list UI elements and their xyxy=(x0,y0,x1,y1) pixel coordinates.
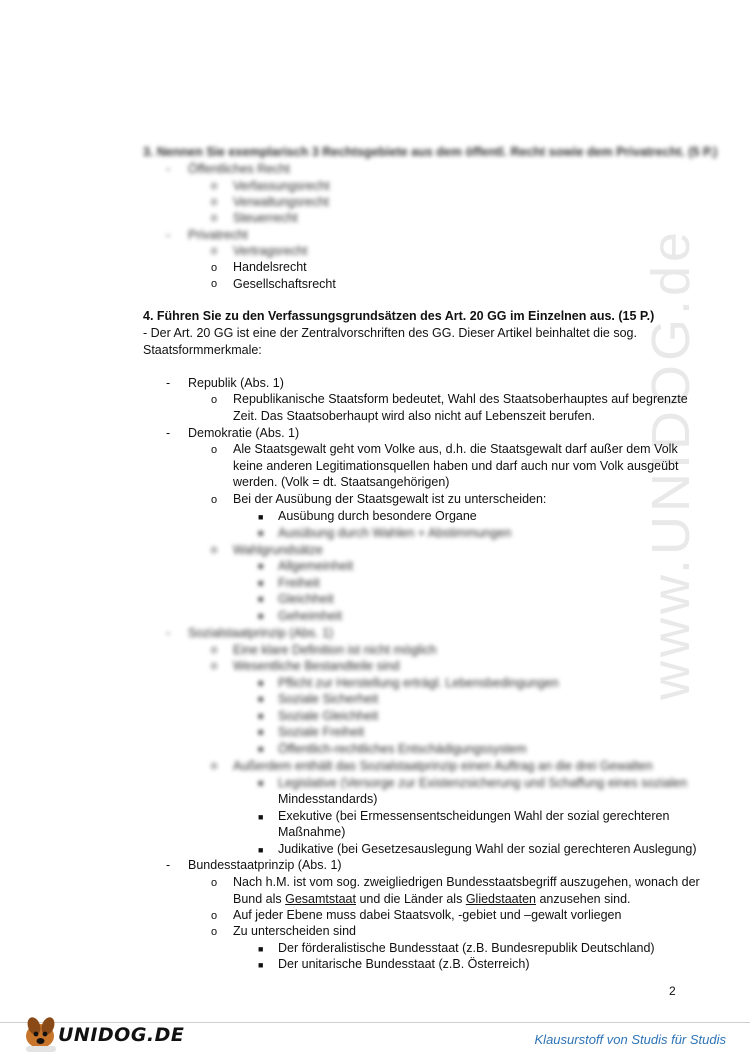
demokratie-subitem: Ausübung durch besondere Organe xyxy=(278,509,477,523)
sozial-text: Außerdem enthält das Sozialstaatprinzip einen Auftrag an die drei Gewalten xyxy=(233,759,653,773)
square-bullet: ■ xyxy=(258,528,264,538)
q3-private-item: Gesellschaftsrecht xyxy=(233,277,336,291)
watermark: www.UNIDOG.de xyxy=(641,227,701,700)
square-bullet: ■ xyxy=(258,845,264,855)
sozial-subitem: Legislative (Versorge zur Existenzsicherung und Schaffung eines sozialen xyxy=(278,776,688,790)
circle-bullet: o xyxy=(211,196,218,208)
circle-bullet: o xyxy=(211,212,218,224)
square-bullet: ■ xyxy=(258,727,264,737)
demokratie-text: Ale Staatsgewalt geht vom Volke aus, d.h. die Staatsgewalt darf außer dem Volk xyxy=(233,442,678,456)
square-bullet: ■ xyxy=(258,694,264,704)
circle-bullet: o xyxy=(211,444,218,456)
gesamtstaat-term: Gesamtstaat xyxy=(285,892,356,906)
square-bullet: ■ xyxy=(258,678,264,688)
dash-bullet: - xyxy=(166,858,171,872)
sozial-subitem: Exekutive (bei Ermessensentscheidungen Wahl der sozial gerechteren xyxy=(278,809,670,823)
sozial-subitem: Öffentlich-rechtliches Entschädigungssystem xyxy=(278,742,527,756)
circle-bullet: o xyxy=(211,877,218,889)
demokratie-text: Wahlgrundsätze xyxy=(233,543,323,557)
dash-bullet: - xyxy=(166,376,171,390)
demokratie-subitem: Gleichheit xyxy=(278,592,334,606)
circle-bullet: o xyxy=(211,660,218,672)
square-bullet: ■ xyxy=(258,812,264,822)
dash-bullet: - xyxy=(166,228,171,242)
page-number: 2 xyxy=(669,984,676,998)
demokratie-label: Demokratie (Abs. 1) xyxy=(188,426,300,440)
square-bullet: ■ xyxy=(258,744,264,754)
q4-intro: Staatsformmerkmale: xyxy=(143,343,262,357)
circle-bullet: o xyxy=(211,262,218,274)
sozial-text: Wesentliche Bestandteile sind xyxy=(233,659,400,673)
square-bullet: ■ xyxy=(258,594,264,604)
q3-private-item: Handelsrecht xyxy=(233,260,307,274)
republik-label: Republik (Abs. 1) xyxy=(188,376,284,390)
demokratie-text: keine anderen Legitimationsquellen haben und darf auch nur vom Volk ausgeübt xyxy=(233,459,679,473)
footer-logo-text: UNIDOG.DE xyxy=(58,1024,185,1046)
circle-bullet: o xyxy=(211,926,218,938)
sozial-subitem: Soziale Gleichheit xyxy=(278,709,379,723)
square-bullet: ■ xyxy=(258,512,264,522)
square-bullet: ■ xyxy=(258,960,264,970)
demokratie-text: werden. (Volk = dt. Staatsangehörigen) xyxy=(233,475,450,489)
bund-text: Zu unterscheiden sind xyxy=(233,924,356,938)
sozial-label: Sozialstaatprinzip (Abs. 1) xyxy=(188,626,334,640)
sozial-subitem: Soziale Sicherheit xyxy=(278,692,379,706)
sozial-text: Eine klare Definition ist nicht möglich xyxy=(233,643,437,657)
square-bullet: ■ xyxy=(258,711,264,721)
bund-subitem: Der unitarische Bundesstaat (z.B. Österreich) xyxy=(278,957,530,971)
demokratie-subitem: Geheimheit xyxy=(278,609,342,623)
bund-text: Nach h.M. ist vom sog. zweigliedrigen Bundesstaatsbegriff auszugehen, wonach der xyxy=(233,875,700,889)
sozial-subitem: Maßnahme) xyxy=(278,825,346,839)
sozial-subitem: Mindesstandards) xyxy=(278,792,378,806)
circle-bullet: o xyxy=(211,544,218,556)
footer-slogan: Klausurstoff von Studis für Studis xyxy=(534,1032,726,1047)
republik-text: Republikanische Staatsform bedeutet, Wahl des Staatsoberhauptes auf begrenzte xyxy=(233,392,688,406)
square-bullet: ■ xyxy=(258,561,264,571)
circle-bullet: o xyxy=(211,394,218,406)
q3-private-item: Vertragsrecht xyxy=(233,244,308,258)
circle-bullet: o xyxy=(211,644,218,656)
sozial-subitem: Judikative (bei Gesetzesauslegung Wahl der sozial gerechteren Auslegung) xyxy=(278,842,697,856)
bund-label: Bundesstaatprinzip (Abs. 1) xyxy=(188,858,342,872)
dash-bullet: - xyxy=(166,426,171,440)
gliedstaaten-term: Gliedstaaten xyxy=(465,892,536,906)
q3-public-item: Verwaltungsrecht xyxy=(233,195,329,209)
demokratie-text: Bei der Ausübung der Staatsgewalt ist zu unterscheiden: xyxy=(233,492,547,506)
bund-text xyxy=(233,891,631,907)
q3-private-label: Privatrecht xyxy=(188,228,248,242)
circle-bullet: o xyxy=(211,245,218,257)
circle-bullet: o xyxy=(211,910,218,922)
sozial-subitem: Pflicht zur Herstellung erträgl. Lebensbedingungen xyxy=(278,676,559,690)
bund-text-part: anzusehen sind. xyxy=(536,892,631,906)
square-bullet: ■ xyxy=(258,944,264,954)
q3-public-item: Steuerrecht xyxy=(233,211,298,225)
bund-subitem: Der förderalistische Bundesstaat (z.B. Bundesrepublik Deutschland) xyxy=(278,941,655,955)
square-bullet: ■ xyxy=(258,611,264,621)
circle-bullet: o xyxy=(211,278,218,290)
republik-text: Zeit. Das Staatsoberhaupt wird also nicht auf Lebenszeit berufen. xyxy=(233,409,596,423)
q3-public-label: Öffentliches Recht xyxy=(188,162,290,176)
bund-text: Auf jeder Ebene muss dabei Staatsvolk, -gebiet und –gewalt vorliegen xyxy=(233,908,622,922)
circle-bullet: o xyxy=(211,494,218,506)
demokratie-subitem: Ausübung durch Wahlen + Abstimmungen xyxy=(278,526,512,540)
dash-bullet: - xyxy=(166,626,171,640)
demokratie-subitem: Allgemeinheit xyxy=(278,559,354,573)
demokratie-subitem: Freiheit xyxy=(278,576,320,590)
q3-heading: 3. Nennen Sie exemplarisch 3 Rechtsgebiete aus dem öffentl. Recht sowie dem Privatrecht. (5 P.) xyxy=(143,145,718,159)
circle-bullet: o xyxy=(211,760,218,772)
dash-bullet: - xyxy=(166,162,171,176)
bund-text-part: Bund als xyxy=(233,892,286,906)
q4-heading: 4. Führen Sie zu den Verfassungsgrundsätzen des Art. 20 GG im Einzelnen aus. (15 P.) xyxy=(143,309,655,323)
square-bullet: ■ xyxy=(258,578,264,588)
q4-intro: - Der Art. 20 GG ist eine der Zentralvorschriften des GG. Dieser Artikel beinhaltet die sog. xyxy=(143,326,637,340)
bund-text-part: und die Länder als xyxy=(356,892,466,906)
circle-bullet: o xyxy=(211,180,218,192)
q3-public-item: Verfassungsrecht xyxy=(233,179,330,193)
sozial-subitem: Soziale Freiheit xyxy=(278,725,365,739)
square-bullet: ■ xyxy=(258,778,264,788)
